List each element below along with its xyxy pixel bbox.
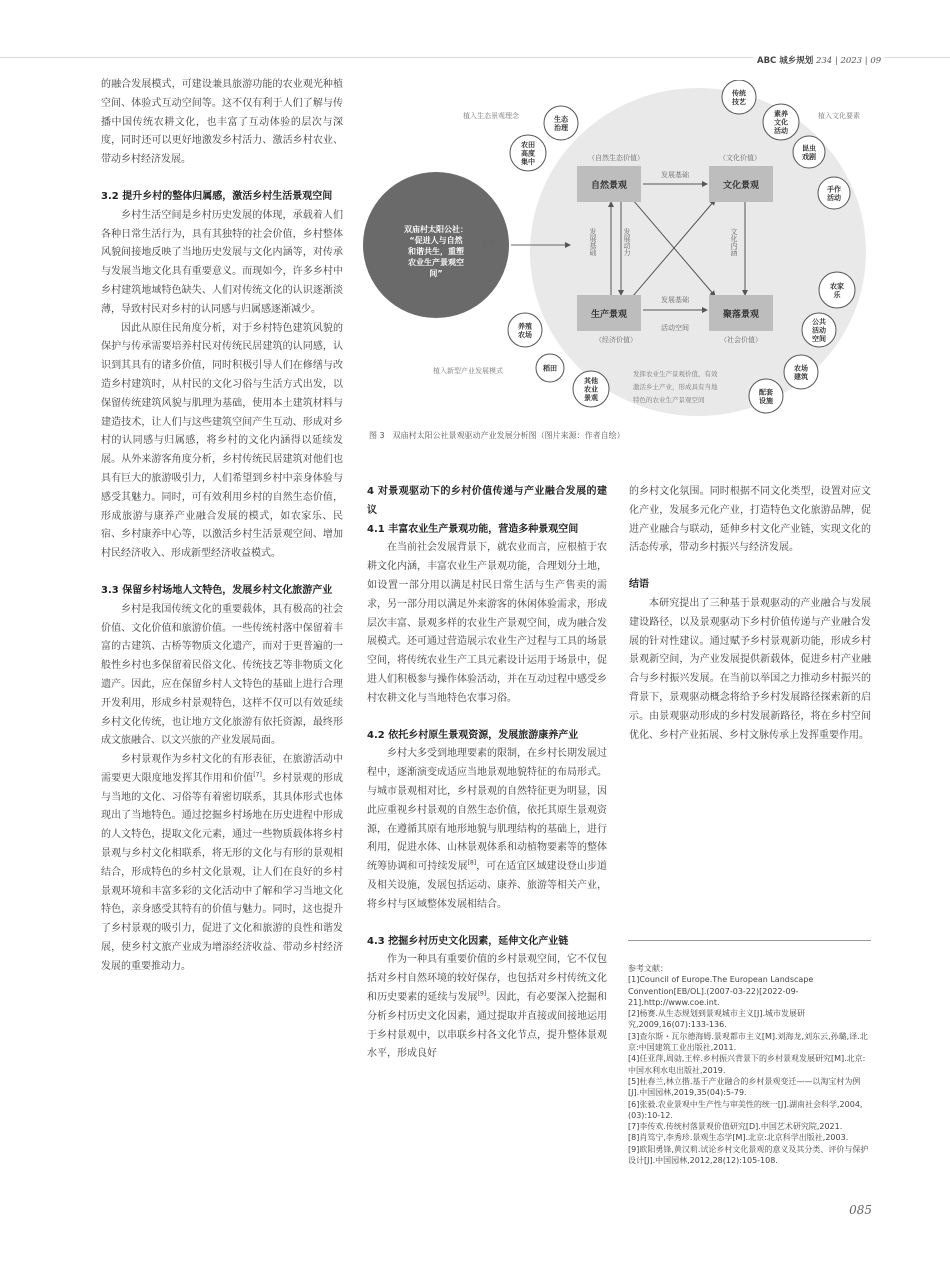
section-gap bbox=[367, 709, 607, 727]
satellite-label: 活动 bbox=[774, 127, 788, 135]
section-heading: 4 对景观驱动下的乡村价值传递与产业融合发展的建议 bbox=[367, 486, 607, 516]
value-label-production: （经济价值） bbox=[595, 336, 637, 344]
culture-elements-label: 植入文化要素 bbox=[818, 112, 860, 120]
satellite-label: 文化 bbox=[774, 118, 788, 127]
industry-model-label: 植入新型产业发展模式 bbox=[433, 367, 503, 375]
figure-caption: 图 3 双庙村太阳公社景观驱动产业发展分析图（图片来源：作者自绘） bbox=[369, 431, 625, 440]
section-heading: 4.1 丰富农业生产景观功能，营造多种景观空间 bbox=[367, 523, 579, 535]
node-culture bbox=[709, 166, 773, 202]
reference-item: [5]杜春兰,林立揩.基于产业融合的乡村景观变迁——以淘宝村为例[J].中国园林,2019,35(04):5-79. bbox=[628, 1076, 861, 1098]
satellite-label: 农田 bbox=[521, 141, 535, 149]
page-number: 085 bbox=[849, 1203, 872, 1217]
body-paragraph bbox=[367, 745, 607, 914]
reference-item: [9]欧阳勇锋,黄汉莉.试论乡村文化景观的意义及其分类、评价与保护设计[J].中国园林,2012,28(12):105-108. bbox=[628, 1144, 869, 1166]
right-column bbox=[629, 483, 871, 745]
section-heading: 4.3 挖掘乡村历史文化因素，延伸文化产业链 bbox=[367, 935, 569, 947]
ecology-concept-label: 植入生态景观理念 bbox=[463, 112, 519, 120]
core-label-line: “促进人与自然 bbox=[409, 236, 463, 245]
svg-text:聚落景观: 聚落景观 bbox=[722, 310, 760, 320]
satellite-node bbox=[819, 272, 855, 308]
lead-arrow-label: 主导 bbox=[481, 239, 496, 248]
node-nature bbox=[577, 166, 641, 202]
edge-label-right: 文化内涵 bbox=[730, 228, 738, 256]
body-paragraph bbox=[101, 751, 343, 977]
landscape-driven-industry-diagram bbox=[363, 80, 873, 425]
body-paragraph: 乡村生活空间是乡村历史发展的体现，承载着人们各种日常生活行为，具有其独特的社会价值，乡村整体风貌间接地反映了当地历史发展与文化内涵等，对传承与发展当地文化具有重要意义。而现如今，许多乡村中乡村建筑地域特色缺失、人们对传统文化的认识逐渐淡薄，导致村民对乡村的认同感与归属感逐渐减少。 bbox=[101, 209, 343, 315]
satellite-node bbox=[544, 106, 578, 140]
body-paragraph: 的融合发展模式，可建设兼具旅游功能的农业观光种植空间、体验式互动空间等。这不仅有利于人们了解与传播中国传统农耕文化，也丰富了互动体验的层次与深度，同时还可以更好地激发乡村活力、激活乡村农业、带动乡村经济发展。 bbox=[101, 79, 343, 166]
value-label-nature: （自然生态价值） bbox=[588, 154, 644, 162]
section-heading: 3.2 提升乡村的整体归属感，激活乡村生活景观空间 bbox=[101, 190, 333, 202]
satellite-label: 高度 bbox=[521, 149, 535, 158]
citation-marker: [8] bbox=[467, 859, 477, 867]
satellite-label: 集中 bbox=[521, 158, 535, 166]
body-paragraph: 因此从原住民角度分析，对于乡村特色建筑风貌的保护与传承需要培养村民对传统民居建筑的认同感，认识到其具有的诸多价值，同时积极引导人们在修缮与改造乡村建筑时，从村民的文化习俗与生活方式出发，以保留传统建筑风貌与肌理为基础，使用本土建筑材料与建造技术，让人们与这些建筑空间产生互动、形成对乡村的认同感与归属感，将乡村的文化内涵得以延续发展。从外来游客角度分析，乡村传统民居建筑对他们也具有巨大的旅游吸引力，人们希望到乡村中亲身体验与感受其魅力。同时，可有效利用乡村的自然生态价值，形成旅游与康养产业融合发展的模式，如农家乐、民宿、乡村康养中心等，以激活乡村生活景观空间、增加村民经济收入、形成新型经济收益模式。 bbox=[101, 322, 343, 560]
satellite-node bbox=[749, 379, 783, 413]
section-gap bbox=[101, 170, 343, 188]
satellite-label: 农场 bbox=[518, 330, 532, 339]
paragraph-text: 乡村景观作为乡村文化的有形表征，在旅游活动中需要更大限度地发挥其作用和价值 bbox=[101, 754, 343, 784]
satellite-label: 生态 bbox=[554, 115, 568, 124]
satellite-node bbox=[784, 355, 818, 389]
satellite-label: 配套 bbox=[759, 388, 773, 397]
citation-marker: [9] bbox=[477, 990, 487, 998]
reference-item: [6]张毅.农业景观中生产性与审美性的统一[J].湖南社会科学,2004,(03):10-12. bbox=[628, 1099, 863, 1120]
body-paragraph: 的乡村文化氛围。同时根据不同文化类型，设置对应文化产业，发展多元化产业，打造特色文化旅游品牌，促进产业融合与联动，延伸乡村文化产业链，实现文化的活态传承，带动乡村振兴与经济发展。 bbox=[629, 486, 871, 554]
left-column bbox=[101, 76, 343, 977]
edge-label-bottom: 活动空间 bbox=[661, 324, 689, 332]
satellite-label: 乐 bbox=[833, 290, 841, 299]
section-gap bbox=[101, 564, 343, 582]
reference-item: [8]肖笃宁,李秀珍.景观生态学[M].北京:北京科学出版社,2003. bbox=[628, 1133, 849, 1143]
satellite-label: 农场 bbox=[794, 364, 808, 373]
satellite-label: 养殖 bbox=[518, 322, 532, 331]
satellite-label: 设施 bbox=[759, 396, 773, 405]
body-paragraph: 乡村是我国传统文化的重要载体，具有极高的社会价值、文化价值和旅游价值。一些传统村落中保留着丰富的古建筑、古桥等物质文化遗产，而对于更普遍的一般性乡村也多保留着民俗文化、传统技艺等非物质文化遗产。因此，应在保留乡村人文特色的基础上进行合理开发利用，形成乡村景观特色，这样不仅可以有效延续乡村文化传统，也让地方文化旅游有依托资源，最终形成文旅融合、以文兴旅的产业发展局面。 bbox=[101, 603, 343, 747]
core-label-line: 农业生产景观空 bbox=[408, 258, 464, 267]
section-gap bbox=[367, 915, 607, 933]
svg-text:特色的农业生产景观空间: 特色的农业生产景观空间 bbox=[633, 396, 705, 404]
section-heading: 4.2 依托乡村原生景观资源，发展旅游康养产业 bbox=[367, 729, 579, 741]
core-label-line: 双庙村太阳公社： bbox=[404, 225, 468, 234]
satellite-label: 稻田 bbox=[543, 364, 557, 373]
satellite-label: 治理 bbox=[554, 123, 568, 132]
value-label-settlement: （社会价值） bbox=[720, 336, 762, 344]
paragraph-text: 乡村大多受到地理要素的限制，在乡村长期发展过程中，逐渐演变成适应当地景观地貌特征的布局形式。与城市景观相对比，乡村景观的自然特征更为明显，因此应重视乡村景观的自然生态价值，依托其原生景观资源，在遵循其原有地形地貌与肌理结构的基础上，进行利用，促进水体、山林景观体系和动植物要素等的整体统筹协调和可持续发展 bbox=[367, 748, 607, 873]
value-label-culture: （文化价值） bbox=[719, 154, 761, 162]
svg-text:发挥农业生产景观价值，有效: 发挥农业生产景观价值，有效 bbox=[633, 370, 718, 378]
svg-text:自然景观: 自然景观 bbox=[590, 181, 628, 191]
satellite-label: 手作 bbox=[827, 185, 841, 194]
running-header bbox=[753, 54, 885, 66]
journal-name: ABC 城乡规划 bbox=[757, 56, 814, 66]
svg-text:文化景观: 文化景观 bbox=[722, 181, 760, 191]
paragraph-text: 。乡村景观的形成与当地的文化、习俗等有着密切联系，其具体形式也体现出了当地特色。通过挖掘乡村场地在历史进程中形成的人文特色，提取文化元素，通过一些物质载体将乡村景观与乡村文化相联系，将无形的文化与有形的景观相结合，形成特色的乡村文化景观，让人们在良好的乡村景观环境和丰富多彩的文化活动中了解和学习当地文化特色，亲身感受其特有的价值与魅力。同时，这也提升了乡村景观的吸引力，促进了文化和旅游的良性和谐发展，使乡村文旅产业成为增添经济收益、带动乡村经济发展的重要推动力。 bbox=[101, 772, 344, 972]
edge-label-left-a: 发展基础 bbox=[589, 228, 597, 256]
svg-text:激活乡土产业，形成具有当地: 激活乡土产业，形成具有当地 bbox=[633, 383, 718, 391]
satellite-label: 景观 bbox=[584, 394, 598, 402]
satellite-node bbox=[508, 313, 542, 347]
satellite-label: 农业 bbox=[584, 385, 598, 394]
body-paragraph bbox=[367, 951, 607, 1064]
section-heading: 结语 bbox=[629, 579, 649, 591]
node-production bbox=[577, 295, 641, 331]
edge-label-left-b: 发展动力 bbox=[623, 228, 631, 256]
satellite-label: 其他 bbox=[584, 377, 598, 385]
body-paragraph: 本研究提出了三种基于景观驱动的产业融合与发展建设路径，以及景观驱动下乡村价值传递与产业融合发展的针对性建议。通过赋予乡村景观新功能，形成乡村景观新空间，为产业发展提供新载体，促进乡村产业融合与乡村振兴发展。在当前以举国之力推动乡村振兴的背景下，景观驱动概念将给予乡村发展路径探索新的启示。由景观驱动形成的乡村发展新路径，将在乡村空间优化、乡村产业拓展、乡村文脉传承上发挥重要作用。 bbox=[629, 597, 871, 741]
reference-item: [1]Council of Europe.The European Landscape Convention[EB/OL].(2007-03-22)[2022-09-21].http://www.coe.int. bbox=[628, 975, 814, 1007]
paragraph-text: 作为一种具有重要价值的乡村景观空间，它不仅包括对乡村自然环境的较好保存，也包括对乡村传统文化和历史要素的延续与发展 bbox=[367, 954, 607, 1003]
satellite-label: 昆虫 bbox=[802, 144, 816, 153]
svg-text:生产景观: 生产景观 bbox=[590, 310, 628, 320]
core-label-line: 间” bbox=[429, 269, 443, 278]
core-label-line: 和谐共生，重塑 bbox=[408, 247, 464, 256]
satellite-label: 农家 bbox=[830, 282, 844, 291]
middle-column bbox=[367, 483, 607, 1064]
reference-item: [7]李传欢.传统村落景观价值研究[D].中国艺术研究院,2021. bbox=[628, 1122, 843, 1132]
satellite-label: 素养 bbox=[774, 110, 788, 118]
satellite-label: 公共 bbox=[812, 318, 826, 326]
satellite-label: 传统 bbox=[732, 89, 746, 98]
satellite-label: 活动 bbox=[827, 193, 841, 202]
issue-info: 234 | 2023 | 09 bbox=[815, 56, 882, 66]
satellite-label: 建筑 bbox=[794, 372, 808, 381]
edge-label-middle: 发展基础 bbox=[661, 296, 689, 304]
satellite-node bbox=[573, 371, 609, 407]
satellite-node bbox=[763, 104, 799, 140]
satellite-node bbox=[722, 80, 756, 114]
satellite-node bbox=[818, 177, 850, 209]
citation-marker: [7] bbox=[253, 771, 262, 779]
edge-label-top: 发展基础 bbox=[661, 171, 689, 179]
satellite-label: 技艺 bbox=[732, 97, 746, 106]
satellite-node bbox=[802, 313, 836, 347]
reference-item: [2]杨赛.从生态规划到景观城市主义[J].城市发展研究,2009,16(07):133-136. bbox=[628, 1009, 806, 1030]
references bbox=[628, 940, 871, 1166]
satellite-label: 戏剧 bbox=[802, 152, 816, 161]
paragraph-text: ，可在适宜区域建设登山步道及相关设施，发展包括运动、康养、旅游等相关产业，将乡村与区域整体发展相结合。 bbox=[367, 861, 608, 910]
section-heading: 3.3 保留乡村场地人文特色，发展乡村文化旅游产业 bbox=[101, 584, 333, 596]
section-gap bbox=[629, 558, 871, 576]
reference-list bbox=[628, 974, 871, 1166]
satellite-node bbox=[793, 136, 825, 168]
satellite-node bbox=[510, 135, 546, 171]
references-rule bbox=[628, 940, 871, 941]
reference-item: [3]查尔斯・瓦尔德海姆.景观都市主义[M].刘海龙,刘东云,孙璐,译.北京:中国建筑工业出版社,2011. bbox=[628, 1031, 868, 1053]
node-settlement bbox=[709, 295, 773, 331]
satellite-label: 空间 bbox=[812, 335, 826, 343]
paragraph-text: 。因此，有必要深入挖掘和分析乡村历史文化因素，通过提取并直接或间接地运用于乡村景观中，以串联乡村各文化节点，提升整体景观水平，形成良好 bbox=[367, 991, 608, 1060]
references-title: 参考文献： bbox=[628, 964, 668, 973]
body-paragraph: 在当前社会发展背景下，就农业而言，应根植于农耕文化内涵，丰富农业生产景观功能，合理划分土地，如设置一部分用以满足村民日常生活与生产售卖的需求，另一部分用以满足外来游客的休闲体验需求，形成层次丰富、景观多样的农业生产景观空间，成为融合发展模式。还可通过营造展示农业生产过程与工具的场景空间，将传统农业生产工具元素设计运用于场景中，促进人们积极参与操作体验活动，并在互动过程中感受乡村农耕文化与当地特色农事习俗。 bbox=[367, 542, 607, 704]
satellite-label: 活动 bbox=[812, 326, 826, 335]
satellite-node bbox=[536, 354, 564, 382]
reference-item: [4]任亚萍,周勍,王梓.乡村振兴背景下的乡村景观发展研究[M].北京:中国水利水电出版社,2019. bbox=[628, 1054, 866, 1075]
